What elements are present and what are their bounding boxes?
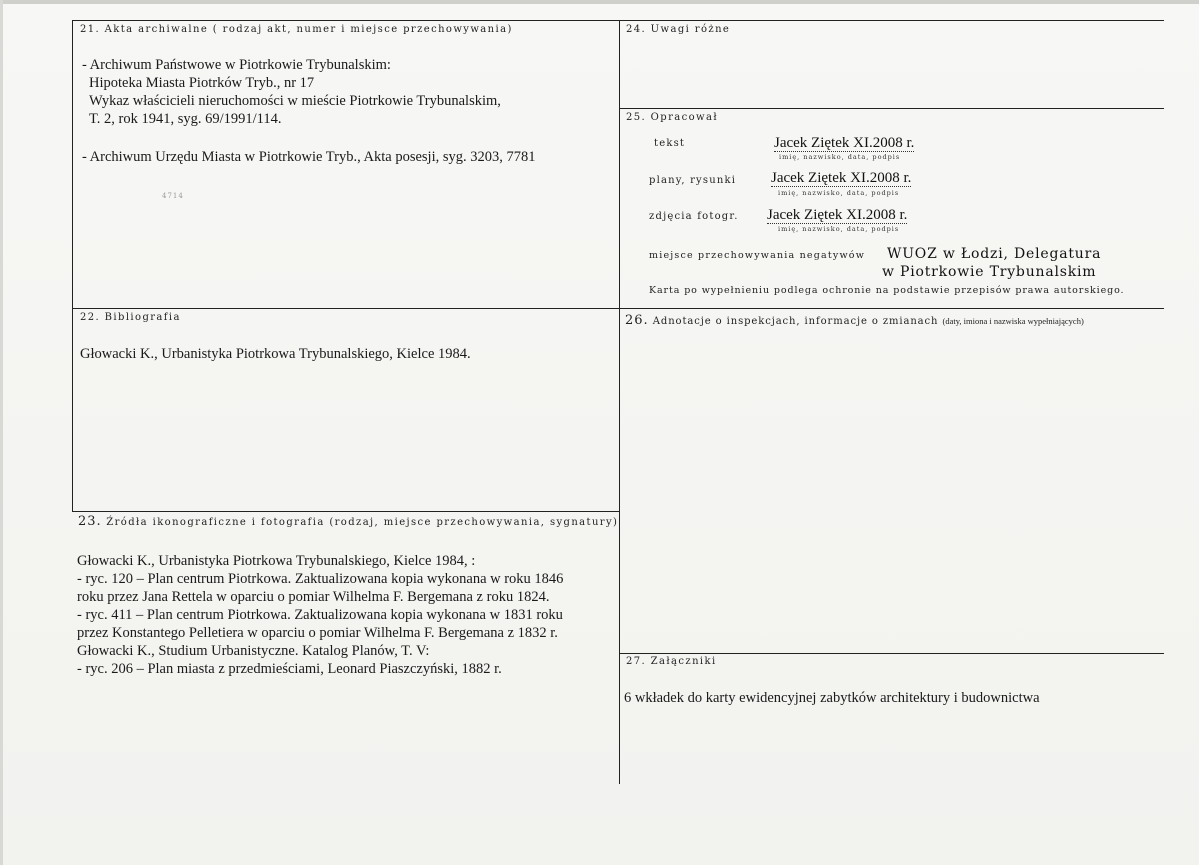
section-26-header	[625, 313, 1084, 328]
section-27-header: 27. Załączniki	[626, 656, 717, 667]
rule-21-22	[72, 308, 619, 309]
faint-stamp: 4714	[162, 192, 184, 200]
s21-line-3: Wykaz właścicieli nieruchomości w mieście Piotrkowie Trybunalskim,	[89, 93, 501, 109]
s22-line-1: Głowacki K., Urbanistyka Piotrkowa Trybunalskiego, Kielce 1984.	[80, 346, 471, 362]
copyright-note: Karta po wypełnieniu podlega ochronie na podstawie przepisów prawa autorskiego.	[649, 285, 1125, 296]
rule-26-27	[619, 653, 1164, 654]
s21-line-2: Hipoteka Miasta Piotrków Tryb., nr 17	[89, 75, 315, 91]
rule-22-23	[72, 511, 619, 512]
rule-24-25	[619, 108, 1164, 109]
negatives-value-2: w Piotrkowie Trybunalskim	[882, 264, 1097, 280]
section-24-header: 24. Uwagi różne	[626, 24, 731, 35]
scan-left-edge	[0, 0, 3, 865]
s23-line-2: - ryc. 120 – Plan centrum Piotrkowa. Zaktualizowana kopia wykonana w roku 1846	[77, 571, 564, 587]
section-25-header: 25. Opracował	[626, 112, 719, 123]
scan-top-edge	[0, 0, 1199, 4]
section-21-header: 21. Akta archiwalne ( rodzaj akt, numer i miejsce przechowywania)	[80, 24, 513, 35]
row-tekst-label: tekst	[654, 138, 686, 149]
section-23-number: 23.	[78, 514, 102, 529]
negatives-value-1: WUOZ w Łodzi, Delegatura	[887, 246, 1102, 262]
rule-25-26	[619, 308, 1164, 309]
s21-line-5: - Archiwum Urzędu Miasta w Piotrkowie Tryb., Akta posesji, syg. 3203, 7781	[82, 149, 536, 165]
top-rule	[72, 20, 1164, 21]
left-border	[72, 20, 73, 512]
row-zdjecia-label: zdjęcia fotogr.	[649, 211, 739, 222]
s23-line-7: - ryc. 206 – Plan miasta z przedmieściami, Leonard Piaszczyński, 1882 r.	[77, 661, 502, 677]
section-26-number: 26.	[625, 313, 649, 328]
s23-line-3: roku przez Jana Rettela w oparciu o pomiar Wilhelma F. Bergemana z roku 1824.	[77, 589, 550, 605]
section-22-header: 22. Bibliografia	[80, 312, 181, 323]
negatives-label: miejsce przechowywania negatywów	[649, 250, 866, 261]
row-tekst-caption: imię, nazwisko, data, podpis	[779, 153, 901, 161]
section-23-header	[78, 514, 618, 529]
row-zdjecia-signature: Jacek Ziętek XI.2008 r.	[767, 207, 908, 223]
row-zdjecia-caption: imię, nazwisko, data, podpis	[778, 225, 900, 233]
s21-line-4: T. 2, rok 1941, syg. 69/1991/114.	[89, 111, 282, 127]
s23-line-1: Głowacki K., Urbanistyka Piotrkowa Trybunalskiego, Kielce 1984, :	[77, 553, 476, 569]
row-plany-caption: imię, nazwisko, data, podpis	[778, 189, 900, 197]
s21-line-1: - Archiwum Państwowe w Piotrkowie Trybunalskim:	[82, 57, 391, 73]
section-26-subtitle: (daty, imiona i nazwiska wypełniających)	[942, 316, 1084, 326]
s23-line-4: - ryc. 411 – Plan centrum Piotrkowa. Zaktualizowana kopia wykonana w 1831 roku	[77, 607, 563, 623]
column-divider	[619, 20, 620, 784]
section-26-title: Adnotacje o inspekcjach, informacje o zmianach	[652, 316, 939, 327]
section-23-title: Źródła ikonograficzne i fotografia (rodzaj, miejsce przechowywania, sygnatury)	[106, 517, 619, 528]
row-plany-signature: Jacek Ziętek XI.2008 r.	[771, 170, 912, 186]
s27-line-1: 6 wkładek do karty ewidencyjnej zabytków architektury i budownictwa	[624, 690, 1040, 706]
s23-line-5: przez Konstantego Pelletiera w oparciu o pomiar Wilhelma F. Bergemana z 1832 r.	[77, 625, 558, 641]
row-plany-label: plany, rysunki	[649, 175, 737, 186]
s23-line-6: Głowacki K., Studium Urbanistyczne. Katalog Planów, T. V:	[77, 643, 430, 659]
row-tekst-signature: Jacek Ziętek XI.2008 r.	[774, 135, 915, 151]
